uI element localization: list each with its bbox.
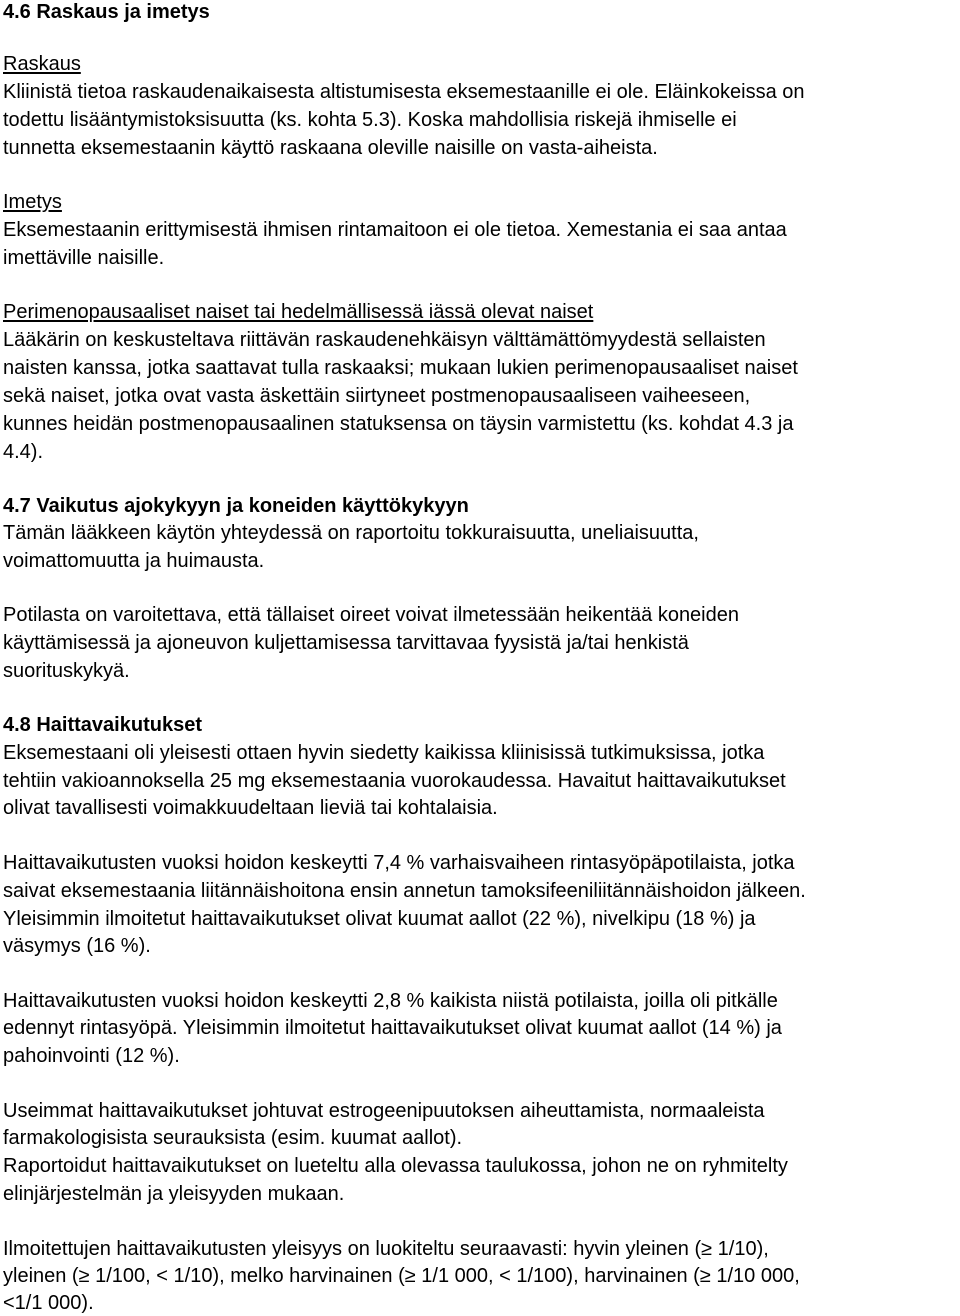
imetys-subheading: Imetys xyxy=(3,191,62,213)
perimenopausaaliset-line: kunnes heidän postmenopausaalinen statuksensa on täysin varmistettu (ks. kohdat 4.3 ja xyxy=(3,413,794,435)
section-4-8-para5-line: Ilmoitettujen haittavaikutusten yleisyys on luokiteltu seuraavasti: hyvin yleinen (≥ 1/10), xyxy=(3,1238,769,1260)
section-4-7-para2-line: Potilasta on varoitettava, että tällaiset oireet voivat ilmetessään heikentää koneiden xyxy=(3,604,739,626)
section-4-7-para1-line: voimattomuutta ja huimausta. xyxy=(3,550,265,572)
perimenopausaaliset-line: 4.4). xyxy=(3,441,44,463)
section-4-8-para4-line: Useimmat haittavaikutukset johtuvat estrogeenipuutoksen aiheuttamista, normaaleista xyxy=(3,1100,765,1122)
section-4-8-para3-line: edennyt rintasyöpä. Yleisimmin ilmoitetut haittavaikutukset olivat kuumat aallot (14 %) ja xyxy=(3,1017,782,1039)
section-4-8-para2-line: Yleisimmin ilmoitetut haittavaikutukset olivat kuumat aallot (22 %), nivelkipu (18 %) ja xyxy=(3,908,756,930)
section-4-8-para2-line: Haittavaikutusten vuoksi hoidon keskeytti 7,4 % varhaisvaiheen rintasyöpäpotilaista, jotka xyxy=(3,852,795,874)
section-4-8-para5-line: <1/1 000). xyxy=(3,1292,94,1314)
section-4-8-para2-line: väsymys (16 %). xyxy=(3,935,151,957)
section-4-7-heading: 4.7 Vaikutus ajokykyyn ja koneiden käyttökykyyn xyxy=(3,495,469,517)
section-4-8-para5-line: yleinen (≥ 1/100, < 1/10), melko harvinainen (≥ 1/1 000, < 1/100), harvinainen (≥ 1/10 000, xyxy=(3,1265,800,1287)
raskaus-line: Kliinistä tietoa raskaudenaikaisesta altistumisesta eksemestaanille ei ole. Eläinkokeissa on xyxy=(3,81,805,103)
perimenopausaaliset-line: naisten kanssa, jotka saattavat tulla raskaaksi; mukaan lukien perimenopausaaliset naiset xyxy=(3,357,798,379)
section-4-8-para1-line: Eksemestaani oli yleisesti ottaen hyvin siedetty kaikissa kliinisissä tutkimuksissa, jotka xyxy=(3,742,765,764)
perimenopausaaliset-line: Lääkärin on keskusteltava riittävän raskaudenehkäisyn välttämättömyydestä sellaisten xyxy=(3,329,766,351)
raskaus-subheading: Raskaus xyxy=(3,53,81,75)
section-4-8-para3-line: Haittavaikutusten vuoksi hoidon keskeytti 2,8 % kaikista niistä potilaista, joilla oli pitkälle xyxy=(3,990,778,1012)
perimenopausaaliset-line: sekä naiset, jotka ovat vasta äskettäin siirtyneet postmenopausaaliseen vaiheeseen, xyxy=(3,385,751,407)
section-4-7-para2-line: käyttämisessä ja ajoneuvon kuljettamisessa tarvittavaa fyysistä ja/tai henkistä xyxy=(3,632,689,654)
perimenopausaaliset-subheading: Perimenopausaaliset naiset tai hedelmällisessä iässä olevat naiset xyxy=(3,301,594,323)
section-4-6-heading: 4.6 Raskaus ja imetys xyxy=(3,1,210,23)
section-4-8-para3-line: pahoinvointi (12 %). xyxy=(3,1045,180,1067)
section-4-8-para4-line: elinjärjestelmän ja yleisyyden mukaan. xyxy=(3,1183,345,1205)
raskaus-line: tunnetta eksemestaanin käyttö raskaana oleville naisille on vasta-aiheista. xyxy=(3,137,658,159)
section-4-8-para4-line: Raportoidut haittavaikutukset on lueteltu alla olevassa taulukossa, johon ne on ryhmitelty xyxy=(3,1155,788,1177)
section-4-8-para1-line: tehtiin vakioannoksella 25 mg eksemestaania vuorokaudessa. Havaitut haittavaikutukset xyxy=(3,770,786,792)
raskaus-line: todettu lisääntymistoksisuutta (ks. kohta 5.3). Koska mahdollisia riskejä ihmiselle ei xyxy=(3,109,737,131)
section-4-7-para2-line: suorituskykyä. xyxy=(3,660,130,682)
section-4-8-para4-line: farmakologisista seurauksista (esim. kuumat aallot). xyxy=(3,1127,463,1149)
section-4-7-para1-line: Tämän lääkkeen käytön yhteydessä on raportoitu tokkuraisuutta, uneliaisuutta, xyxy=(3,522,699,544)
imetys-line: Eksemestaanin erittymisestä ihmisen rintamaitoon ei ole tietoa. Xemestania ei saa antaa xyxy=(3,219,787,241)
section-4-8-heading: 4.8 Haittavaikutukset xyxy=(3,714,202,736)
section-4-8-para1-line: olivat tavallisesti voimakkuudeltaan lieviä tai kohtalaisia. xyxy=(3,797,498,819)
imetys-line: imettäville naisille. xyxy=(3,247,165,269)
section-4-8-para2-line: saivat eksemestaania liitännäishoitona ensin annetun tamoksifeeniliitännäishoidon jälkeen. xyxy=(3,880,806,902)
